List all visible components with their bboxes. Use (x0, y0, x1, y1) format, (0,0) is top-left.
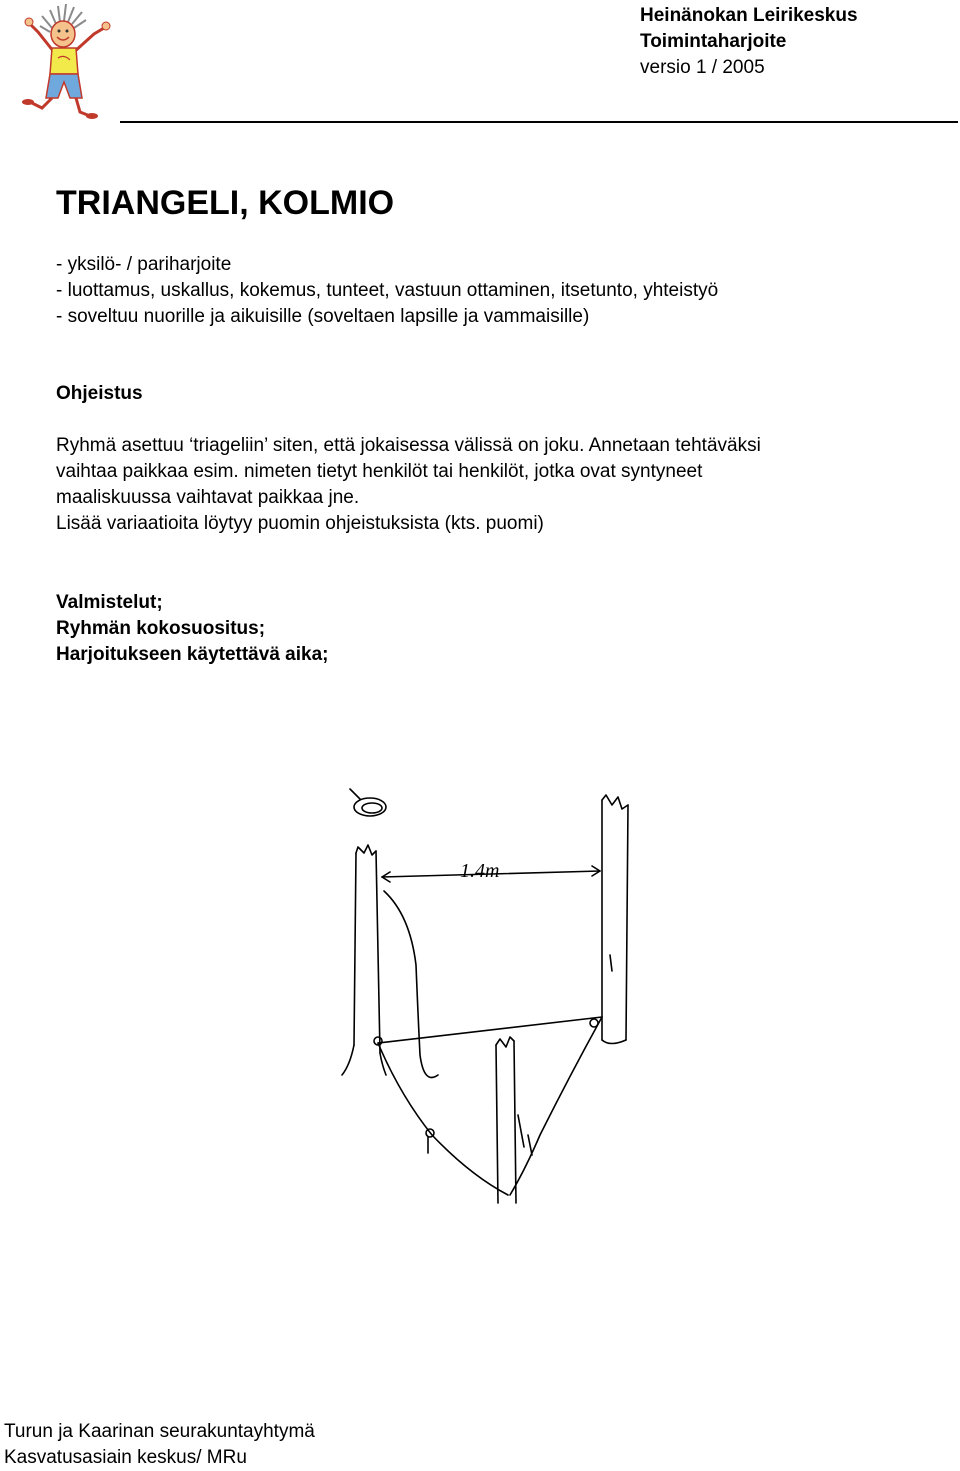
header-divider (120, 121, 958, 123)
jumping-child-logo (16, 2, 122, 120)
prep-line: Ryhmän kokosuositus; (56, 618, 266, 639)
measure-label: 1.4m (460, 860, 500, 882)
instruction-line: Ryhmä asettuu ‘triageliin’ siten, että jokaisessa välissä on joku. Annetaan tehtäväksi (56, 435, 761, 456)
instruction-line: vaihtaa paikkaa esim. nimeten tietyt henkilöt tai henkilöt, jotka ovat syntyneet (56, 461, 703, 482)
triangle-rope-sketch (320, 775, 650, 1205)
header-doc-type: Toimintaharjoite (640, 31, 787, 52)
document-header (640, 3, 858, 81)
exercise-bullets (56, 252, 718, 330)
preparation-section (56, 590, 328, 668)
instructions-heading: Ohjeistus (56, 383, 143, 404)
prep-line: Valmistelut; (56, 592, 163, 613)
bullet-item: - yksilö- / pariharjoite (56, 254, 232, 275)
prep-line: Harjoitukseen käytettävä aika; (56, 644, 329, 665)
header-version: versio 1 / 2005 (640, 57, 765, 78)
header-org: Heinänokan Leirikeskus (640, 5, 858, 26)
instruction-line: Lisää variaatioita löytyy puomin ohjeistuksista (kts. puomi) (56, 513, 544, 534)
bullet-item: - luottamus, uskallus, kokemus, tunteet, vastuun ottaminen, itsetunto, yhteistyö (56, 280, 719, 301)
page-title: TRIANGELI, KOLMIO (56, 184, 395, 222)
instructions-text (56, 433, 916, 537)
footer-line: Kasvatusasiain keskus/ MRu (4, 1447, 247, 1468)
page-footer (4, 1419, 315, 1471)
bullet-item: - soveltuu nuorille ja aikuisille (soveltaen lapsille ja vammaisille) (56, 306, 590, 327)
footer-line: Turun ja Kaarinan seurakuntayhtymä (4, 1421, 315, 1442)
instruction-line: maaliskuussa vaihtavat paikkaa jne. (56, 487, 360, 508)
